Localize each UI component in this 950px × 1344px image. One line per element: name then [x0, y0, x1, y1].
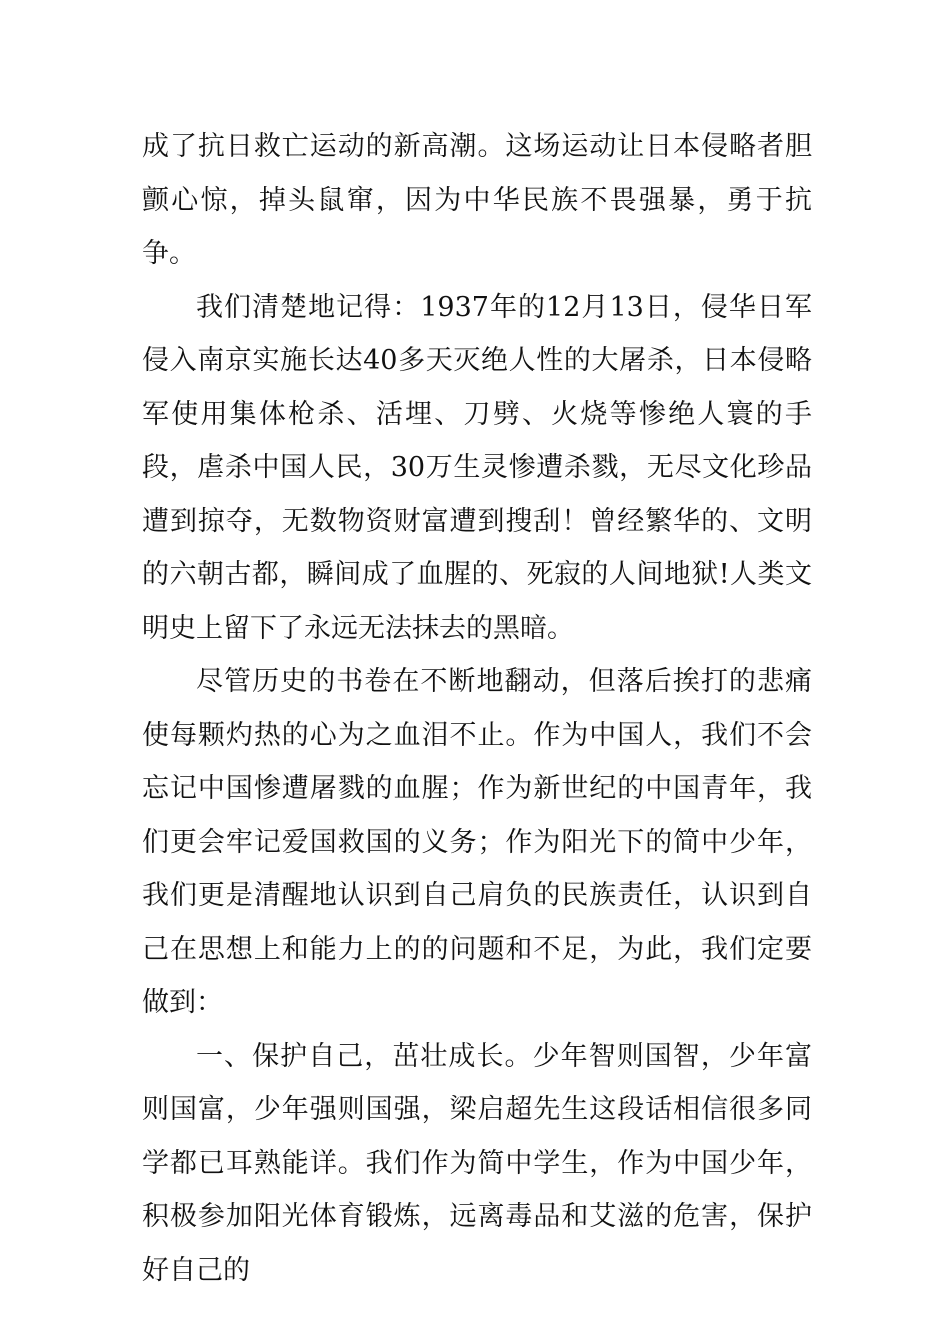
paragraph-1: 成了抗日救亡运动的新高潮。这场运动让日本侵略者胆颤心惊，掉头鼠窜，因为中华民族不畏强暴，勇于抗争。 [142, 131, 812, 269]
document-body [142, 120, 812, 1297]
paragraph-3: 尽管历史的书卷在不断地翻动，但落后挨打的悲痛使每颗灼热的心为之血泪不止。作为中国人，我们不会忘记中国惨遭屠戮的血腥；作为新世纪的中国青年，我们更会牢记爱国救国的义务；作为阳光下的简中少年，我们更是清醒地认识到自己肩负的民族责任，认识到自己在思想上和能力上的的问题和不足，为此，我们定要做到： [142, 666, 812, 1018]
paragraph-2: 我们清楚地记得：1937年的12月13日，侵华日军侵入南京实施长达40多天灭绝人性的大屠杀，日本侵略军使用集体枪杀、活埋、刀劈、火烧等惨绝人寰的手段，虐杀中国人民，30万生灵惨遭杀戮，无尽文化珍品遭到掠夺，无数物资财富遭到搜刮！曾经繁华的、文明的六朝古都，瞬间成了血腥的、死寂的人间地狱!人类文明史上留下了永远无法抹去的黑暗。 [142, 291, 812, 644]
paragraph-4: 一、保护自己，茁壮成长。少年智则国智，少年富则国富，少年强则国强，梁启超先生这段话相信很多同学都已耳熟能详。我们作为简中学生，作为中国少年，积极参加阳光体育锻炼，远离毒品和艾滋的危害，保护好自己的 [142, 1040, 812, 1286]
